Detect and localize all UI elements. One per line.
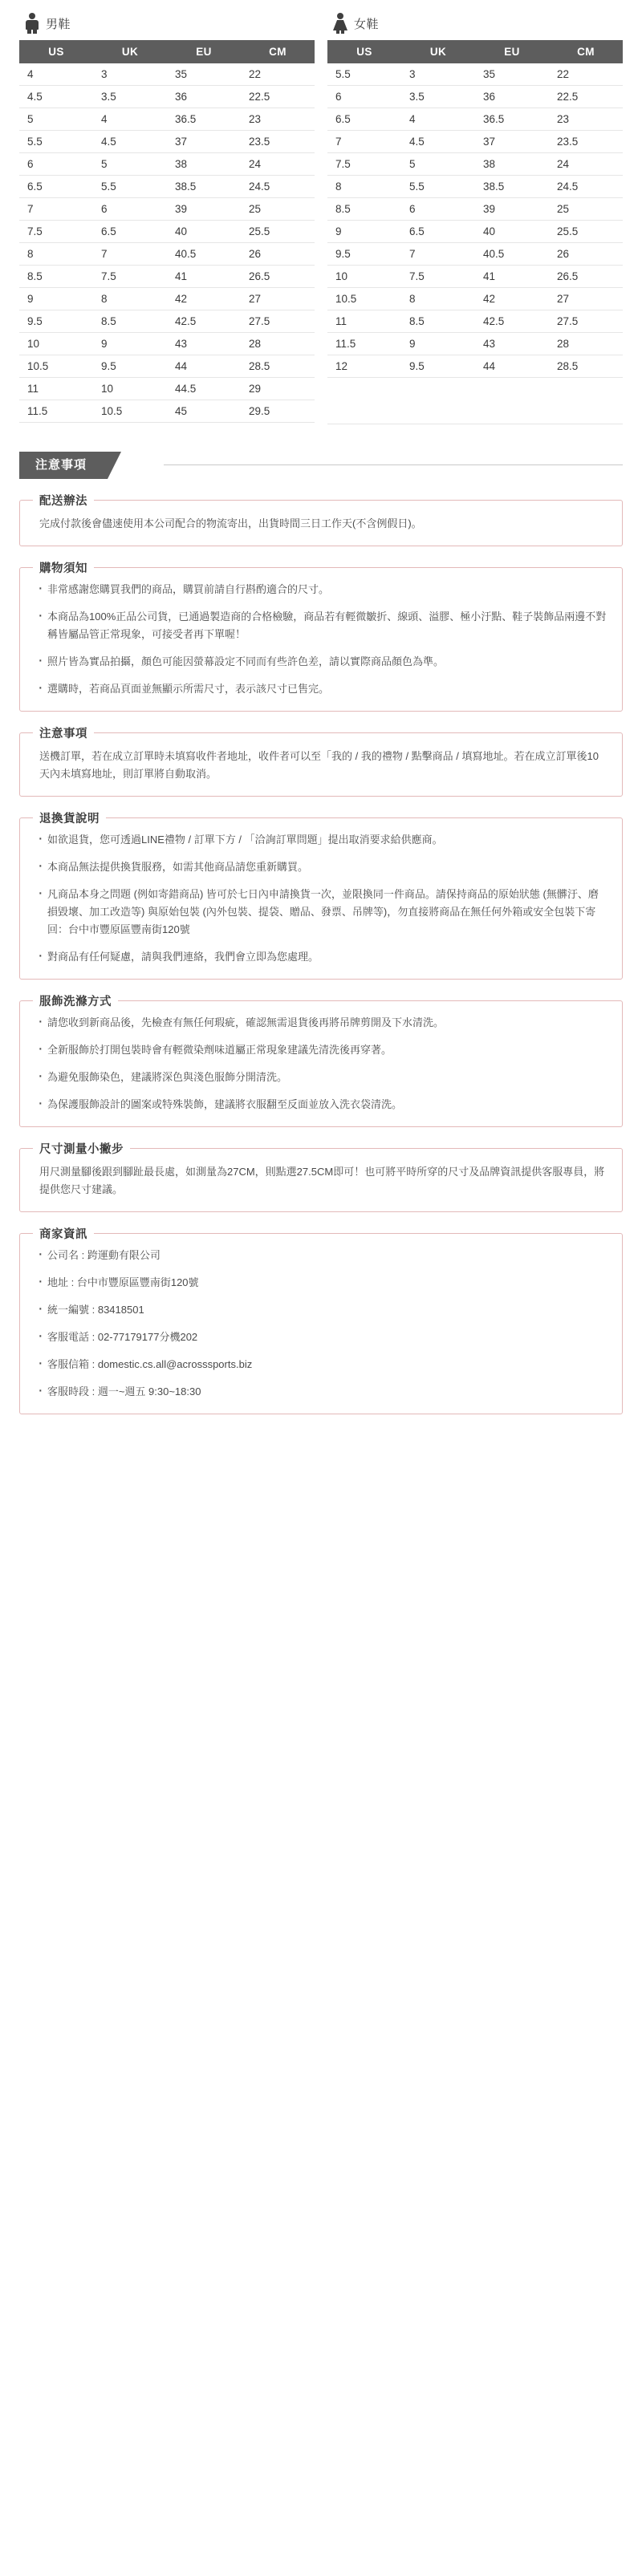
cell-us: 10	[327, 266, 401, 288]
cell-cm: 22	[241, 63, 315, 86]
cell-us: 7.5	[19, 221, 93, 243]
cell-cm: 26	[241, 243, 315, 266]
cell-cm: 25.5	[241, 221, 315, 243]
cell-us: 5.5	[327, 63, 401, 86]
block-body	[36, 831, 607, 966]
cell-us: 9	[19, 288, 93, 310]
list-item: · 照片皆為實品拍攝，顏色可能因螢幕設定不同而有些許色差，請以實際商品顏色為準。	[36, 653, 607, 671]
cell-uk: 4	[401, 108, 475, 131]
cell-eu: 40	[167, 221, 241, 243]
cell-eu: 42	[167, 288, 241, 310]
cell-us: 9.5	[327, 243, 401, 266]
list-item: · 為避免服飾染色，建議將深色與淺色服飾分開清洗。	[36, 1069, 607, 1086]
cell-cm: 22.5	[549, 86, 623, 108]
list-item: · 對商品有任何疑慮，請與我們連絡，我們會立即為您處理。	[36, 948, 607, 966]
cell-eu: 45	[167, 400, 241, 423]
cell-uk: 8.5	[93, 310, 167, 333]
list-item: · 請您收到新商品後，先檢查有無任何瑕疵，確認無需退貨後再將吊牌剪開及下水清洗。	[36, 1014, 607, 1032]
cell-eu: 42.5	[167, 310, 241, 333]
column-header-uk: UK	[93, 40, 167, 63]
cell-eu: 40.5	[167, 243, 241, 266]
cell-cm: 23.5	[549, 131, 623, 153]
cell-empty	[401, 401, 475, 424]
table-row	[19, 400, 315, 423]
men-size-table-body	[19, 63, 315, 423]
table-row	[327, 288, 623, 310]
women-size-table	[327, 40, 623, 424]
cell-empty	[401, 378, 475, 401]
table-row	[327, 198, 623, 221]
table-row	[327, 221, 623, 243]
table-header-row	[19, 40, 315, 63]
men-size-block	[19, 11, 315, 424]
men-size-label: 男鞋	[46, 17, 71, 31]
cell-us: 6.5	[327, 108, 401, 131]
table-row-empty	[327, 378, 623, 401]
women-size-header	[327, 11, 623, 40]
cell-eu: 35	[475, 63, 549, 86]
table-row	[327, 310, 623, 333]
block-washing-instructions	[19, 996, 623, 1127]
cell-uk: 10.5	[93, 400, 167, 423]
cell-eu: 35	[167, 63, 241, 86]
cell-uk: 7.5	[401, 266, 475, 288]
table-row	[327, 131, 623, 153]
column-header-eu: EU	[475, 40, 549, 63]
cell-us: 11.5	[19, 400, 93, 423]
cell-eu: 38.5	[167, 176, 241, 198]
cell-cm: 24	[241, 153, 315, 176]
cell-us: 9.5	[19, 310, 93, 333]
cell-uk: 4.5	[93, 131, 167, 153]
table-row	[19, 221, 315, 243]
table-row	[19, 63, 315, 86]
cell-us: 8.5	[327, 198, 401, 221]
cell-empty	[327, 401, 401, 424]
cell-us: 4	[19, 63, 93, 86]
cell-cm: 29.5	[241, 400, 315, 423]
cell-uk: 5	[93, 153, 167, 176]
cell-uk: 5.5	[93, 176, 167, 198]
cell-eu: 43	[475, 333, 549, 355]
cell-cm: 24	[549, 153, 623, 176]
table-row	[19, 198, 315, 221]
banner-divider	[164, 464, 623, 465]
cell-cm: 28.5	[549, 355, 623, 378]
cell-us: 7	[19, 198, 93, 221]
block-body: 用尺測量腳後跟到腳趾最長處，如測量為27CM，則點選27.5CM即可！也可將平時所穿的尺寸及品牌資訊提供客服專員，將提供您尺寸建議。	[39, 1166, 605, 1195]
men-size-header	[19, 11, 315, 40]
cell-empty	[549, 401, 623, 424]
women-size-label: 女鞋	[354, 17, 380, 31]
cell-eu: 40	[475, 221, 549, 243]
cell-us: 5	[19, 108, 93, 131]
cell-uk: 4	[93, 108, 167, 131]
cell-eu: 43	[167, 333, 241, 355]
cell-uk: 3	[93, 63, 167, 86]
cell-us: 10	[19, 333, 93, 355]
cell-eu: 44	[167, 355, 241, 378]
block-body	[36, 1247, 607, 1401]
table-row	[19, 355, 315, 378]
cell-cm: 24.5	[549, 176, 623, 198]
cell-uk: 9	[401, 333, 475, 355]
block-body	[36, 1014, 607, 1114]
cell-cm: 25.5	[549, 221, 623, 243]
cell-eu: 44	[475, 355, 549, 378]
cell-cm: 28	[241, 333, 315, 355]
cell-uk: 3.5	[401, 86, 475, 108]
block-title: 服飾洗滌方式	[33, 992, 118, 1009]
block-title: 配送辦法	[33, 492, 94, 509]
block-shipping	[19, 495, 623, 546]
cell-cm: 28	[549, 333, 623, 355]
cell-us: 9	[327, 221, 401, 243]
cell-eu: 41	[167, 266, 241, 288]
cell-cm: 27.5	[549, 310, 623, 333]
table-row	[19, 153, 315, 176]
block-body: 送機訂單，若在成立訂單時未填寫收件者地址，收件者可以至「我的 / 我的禮物 / 點擊商品 / 填寫地址。若在成立訂單後10天內未填寫地址，則訂單將自動取消。	[39, 750, 599, 780]
notice-banner-title: 注意事項	[19, 452, 108, 479]
table-row	[327, 355, 623, 378]
cell-eu: 40.5	[475, 243, 549, 266]
cell-eu: 36.5	[475, 108, 549, 131]
table-row	[19, 176, 315, 198]
cell-empty	[549, 378, 623, 401]
block-title: 退換貨說明	[33, 809, 106, 826]
cell-uk: 6.5	[401, 221, 475, 243]
cell-uk: 6.5	[93, 221, 167, 243]
cell-uk: 5	[401, 153, 475, 176]
cell-uk: 8.5	[401, 310, 475, 333]
column-header-uk: UK	[401, 40, 475, 63]
table-row	[327, 108, 623, 131]
cell-eu: 39	[167, 198, 241, 221]
cell-us: 7	[327, 131, 401, 153]
column-header-us: US	[19, 40, 93, 63]
cell-eu: 38	[475, 153, 549, 176]
cell-eu: 37	[167, 131, 241, 153]
cell-uk: 9.5	[93, 355, 167, 378]
cell-eu: 38	[167, 153, 241, 176]
cell-cm: 27	[549, 288, 623, 310]
cell-uk: 6	[93, 198, 167, 221]
table-row	[327, 63, 623, 86]
list-item-company-name: · 公司名 : 跨運動有限公司	[36, 1247, 607, 1264]
list-item: · 凡商品本身之問題 (例如寄錯商品) 皆可於七日內申請換貨一次，並限換同一件商品。請保持商品的原始狀態 (無髒汙、磨損毀壞、加工改造等) 與原始包裝 (內外包裝、提袋、贈品、發票、吊牌等)，勿直接將商品在無任何外箱或安全包裝下寄回：台中市豐原區豐南街120號	[36, 886, 607, 939]
block-title: 注意事項	[33, 724, 94, 741]
table-row	[327, 266, 623, 288]
list-item: · 全新服飾於打開包裝時會有輕微染劑味道屬正常現象建議先清洗後再穿著。	[36, 1041, 607, 1059]
cell-cm: 25	[241, 198, 315, 221]
block-body: 完成付款後會儘速使用本公司配合的物流寄出，出貨時間三日工作天(不含例假日)。	[39, 517, 422, 529]
table-header-row	[327, 40, 623, 63]
cell-eu: 36.5	[167, 108, 241, 131]
cell-uk: 7	[401, 243, 475, 266]
column-header-us: US	[327, 40, 401, 63]
cell-empty	[327, 378, 401, 401]
cell-cm: 22.5	[241, 86, 315, 108]
cell-uk: 10	[93, 378, 167, 400]
table-row	[19, 243, 315, 266]
column-header-cm: CM	[241, 40, 315, 63]
list-item: · 本商品無法提供換貨服務，如需其他商品請您重新購買。	[36, 858, 607, 876]
list-item-hours: · 客服時段 : 週一~週五 9:30~18:30	[36, 1383, 607, 1401]
table-row	[19, 131, 315, 153]
cell-cm: 26.5	[549, 266, 623, 288]
female-figure-icon	[332, 13, 348, 34]
cell-cm: 23.5	[241, 131, 315, 153]
cell-uk: 3.5	[93, 86, 167, 108]
block-measuring-tips	[19, 1143, 623, 1212]
cell-eu: 42.5	[475, 310, 549, 333]
cell-us: 11	[327, 310, 401, 333]
cell-cm: 24.5	[241, 176, 315, 198]
cell-eu: 41	[475, 266, 549, 288]
table-row	[19, 266, 315, 288]
list-item: · 為保護服飾設計的圖案或特殊裝飾，建議將衣服翻至反面並放入洗衣袋清洗。	[36, 1096, 607, 1114]
cell-us: 10.5	[19, 355, 93, 378]
list-item-phone: · 客服電話 : 02-77179177分機202	[36, 1329, 607, 1346]
cell-us: 5.5	[19, 131, 93, 153]
cell-eu: 36	[475, 86, 549, 108]
table-row	[327, 333, 623, 355]
cell-us: 7.5	[327, 153, 401, 176]
block-return-policy	[19, 813, 623, 980]
list-item: · 非常感謝您購買我們的商品，購買前請自行斟酌適合的尺寸。	[36, 581, 607, 598]
cell-cm: 25	[549, 198, 623, 221]
cell-us: 8.5	[19, 266, 93, 288]
list-item: · 如欲退貨，您可透過LINE禮物 / 訂單下方 / 「洽詢訂單問題」提出取消要求給供應商。	[36, 831, 607, 849]
cell-uk: 9	[93, 333, 167, 355]
cell-us: 11	[19, 378, 93, 400]
cell-us: 4.5	[19, 86, 93, 108]
block-title: 商家資訊	[33, 1225, 94, 1242]
block-shopping-notes	[19, 562, 623, 712]
cell-us: 8	[327, 176, 401, 198]
women-size-table-body	[327, 63, 623, 424]
cell-uk: 8	[93, 288, 167, 310]
column-header-eu: EU	[167, 40, 241, 63]
cell-eu: 38.5	[475, 176, 549, 198]
cell-us: 10.5	[327, 288, 401, 310]
table-row	[19, 108, 315, 131]
cell-uk: 5.5	[401, 176, 475, 198]
table-row	[19, 288, 315, 310]
cell-eu: 42	[475, 288, 549, 310]
table-row	[327, 153, 623, 176]
table-row	[19, 333, 315, 355]
cell-empty	[475, 378, 549, 401]
table-row	[19, 378, 315, 400]
cell-uk: 7	[93, 243, 167, 266]
size-chart-section	[19, 0, 623, 424]
notice-banner	[19, 452, 623, 479]
cell-us: 8	[19, 243, 93, 266]
cell-us: 6.5	[19, 176, 93, 198]
cell-cm: 22	[549, 63, 623, 86]
cell-eu: 39	[475, 198, 549, 221]
table-row	[19, 310, 315, 333]
women-size-block	[327, 11, 623, 424]
list-item-tax-id: · 統一編號 : 83418501	[36, 1301, 607, 1319]
cell-uk: 8	[401, 288, 475, 310]
cell-eu: 36	[167, 86, 241, 108]
cell-us: 12	[327, 355, 401, 378]
men-size-table	[19, 40, 315, 423]
cell-us: 11.5	[327, 333, 401, 355]
cell-uk: 6	[401, 198, 475, 221]
cell-eu: 37	[475, 131, 549, 153]
cell-cm: 29	[241, 378, 315, 400]
cell-cm: 26	[549, 243, 623, 266]
table-row	[19, 86, 315, 108]
block-body	[36, 581, 607, 698]
cell-uk: 4.5	[401, 131, 475, 153]
cell-cm: 23	[549, 108, 623, 131]
table-row-empty	[327, 401, 623, 424]
table-row	[327, 243, 623, 266]
block-attention	[19, 728, 623, 797]
list-item: · 本商品為100%正品公司貨，已通過製造商的合格檢驗，商品若有輕微皺折、線頭、溢膠、極小汙點、鞋子裝飾品兩邊不對稱皆屬品管正常現象，可接受者再下單喔！	[36, 608, 607, 643]
male-figure-icon	[24, 13, 40, 34]
block-title: 尺寸測量小撇步	[33, 1140, 130, 1157]
table-row	[327, 176, 623, 198]
cell-cm: 27	[241, 288, 315, 310]
cell-cm: 27.5	[241, 310, 315, 333]
cell-eu: 44.5	[167, 378, 241, 400]
cell-uk: 3	[401, 63, 475, 86]
table-row	[327, 86, 623, 108]
cell-uk: 7.5	[93, 266, 167, 288]
cell-empty	[475, 401, 549, 424]
cell-cm: 28.5	[241, 355, 315, 378]
cell-cm: 23	[241, 108, 315, 131]
cell-us: 6	[327, 86, 401, 108]
cell-uk: 9.5	[401, 355, 475, 378]
cell-cm: 26.5	[241, 266, 315, 288]
cell-us: 6	[19, 153, 93, 176]
list-item-address: · 地址 : 台中市豐原區豐南街120號	[36, 1274, 607, 1292]
column-header-cm: CM	[549, 40, 623, 63]
block-title: 購物須知	[33, 559, 94, 576]
list-item: · 選購時，若商品頁面並無顯示所需尺寸，表示該尺寸已售完。	[36, 680, 607, 698]
list-item-email: · 客服信箱 : domestic.cs.all@acrosssports.biz	[36, 1356, 607, 1373]
block-merchant-info	[19, 1228, 623, 1414]
